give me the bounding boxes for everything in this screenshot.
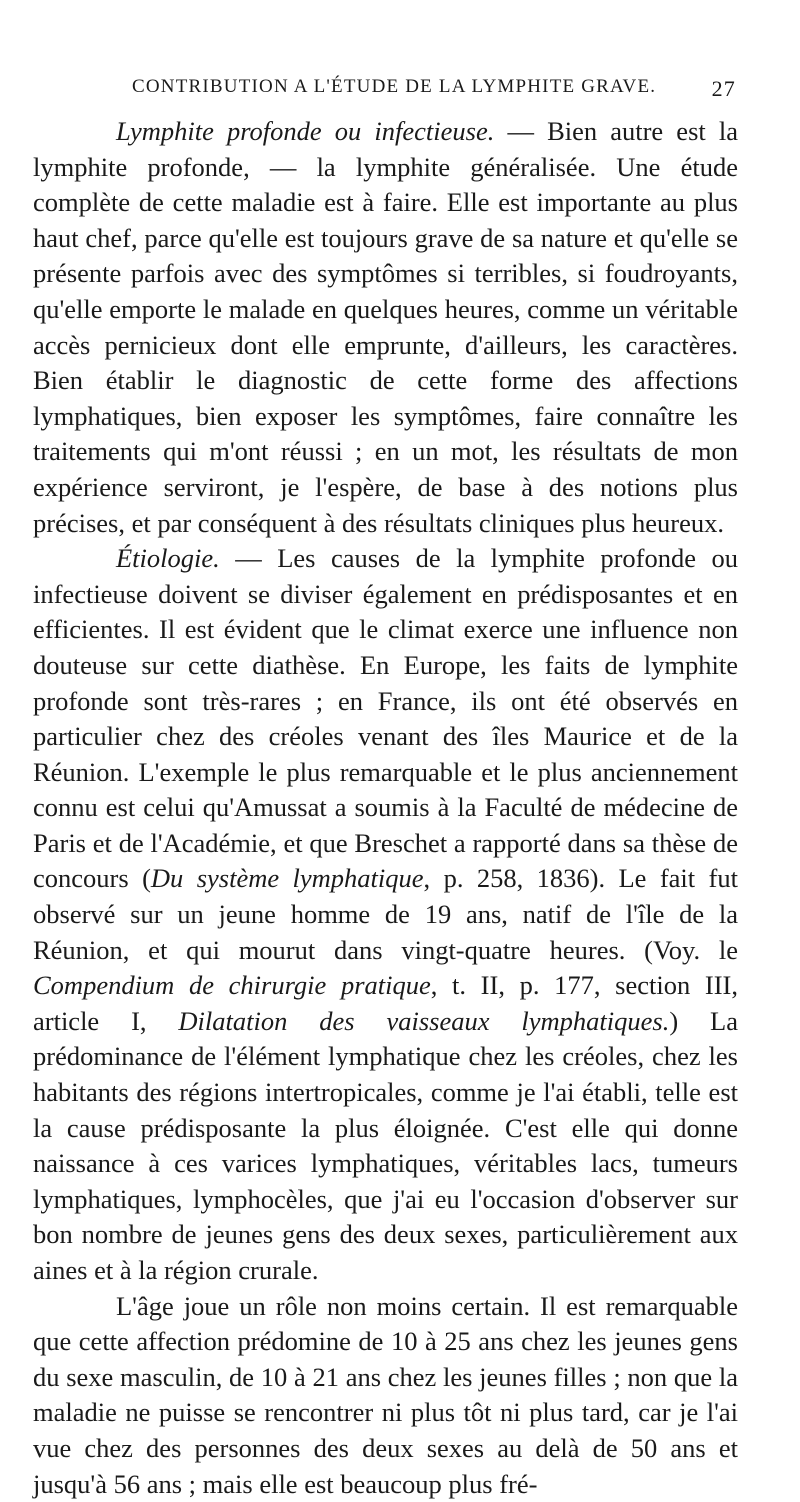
paragraph-text: — Les causes de la lymphite profonde ou infectieuse doivent se diviser également en prédisposantes et en efficientes. Il est évident que le climat exerce une influence non douteuse sur cette diathèse. En Europe, les faits de lymphite profonde sont très-rares ; en France, ils ont été observés en particulier chez des créoles venant des îles Maurice et de la Réunion. L'exemple le plus remarquable et le plus anciennement connu est celui qu'Amussat a soumis à la Faculté de médecine de Paris et de l'Académie, et que Breschet a rapporté dans sa thèse de concours ( [33, 543, 738, 894]
paragraph-text: — Bien autre est la lymphite profonde, — la lymphite généralisée. Une étude complète de cette maladie est à faire. Elle est importante au plus haut chef, parce qu'elle est toujours grave de sa nature et qu'elle se présente parfois avec des symptômes si terribles, si foudroyants, qu'elle emporte le malade en quelques heures, comme un véritable accès pernicieux dont elle emprunte, d'ailleurs, les caractères. Bien établir le diagnostic de cette forme des affections lymphatiques, bien exposer les symptômes, faire connaître les traitements qui m'ont réussi ; en un mot, les résultats de mon expérience serviront, je l'espère, de base à des notions plus précises, et par conséquent à des résultats cliniques plus heureux. [33, 116, 738, 538]
page-number: 27 [711, 76, 736, 101]
citation-title: Du système lymphatique [150, 863, 424, 894]
body-text [33, 114, 738, 1502]
paragraph-text: , p. 258, 1836). Le fait fut observé sur un jeune homme de 19 ans, natif de l'île de la Réunion, et qui mourut dans vingt-quatre heures. (Voy. le [33, 863, 738, 965]
paragraph-lymphite-profonde [33, 114, 738, 541]
running-header [132, 76, 736, 104]
section-lead-etiologie: Étiologie. [116, 543, 220, 574]
paragraph-etiologie [33, 541, 738, 1288]
citation-title: Dilatation des vaisseaux lymphatiques. [178, 1005, 670, 1036]
paragraph-text: L'âge joue un rôle non moins certain. Il est remarquable que cette affection prédomine de 10 à 25 ans chez les jeunes gens du sexe masculin, de 10 à 21 ans chez les jeunes filles ; non que la maladie ne puisse se rencontrer ni plus tôt ni plus tard, car je l'ai vue chez des personnes des deux sexes au delà de 50 ans et jusqu'à 56 ans ; mais elle est beaucoup plus fré- [33, 1290, 738, 1499]
section-lead-lymphite: Lymphite profonde ou infectieuse. [116, 116, 495, 146]
citation-title: Compendium de chirurgie pratique [33, 970, 431, 1001]
paragraph-age [33, 1289, 738, 1502]
paragraph-text: , t. II, p. 177, section III, article I, [33, 970, 738, 1036]
running-title: CONTRIBUTION A L'ÉTUDE DE LA LYMPHITE GRAVE. [132, 76, 657, 97]
paragraph-text: ) La prédominance de l'élément lymphatique chez les créoles, chez les habitants des régions intertropicales, comme je l'ai établi, telle est la cause prédisposante la plus éloignée. C'est elle qui donne naissance à ces varices lymphatiques, véritables lacs, tumeurs lymphatiques, lymphocèles, que j'ai eu l'occasion d'observer sur bon nombre de jeunes gens des deux sexes, particulièrement aux aines et à la région crurale. [33, 1005, 738, 1285]
